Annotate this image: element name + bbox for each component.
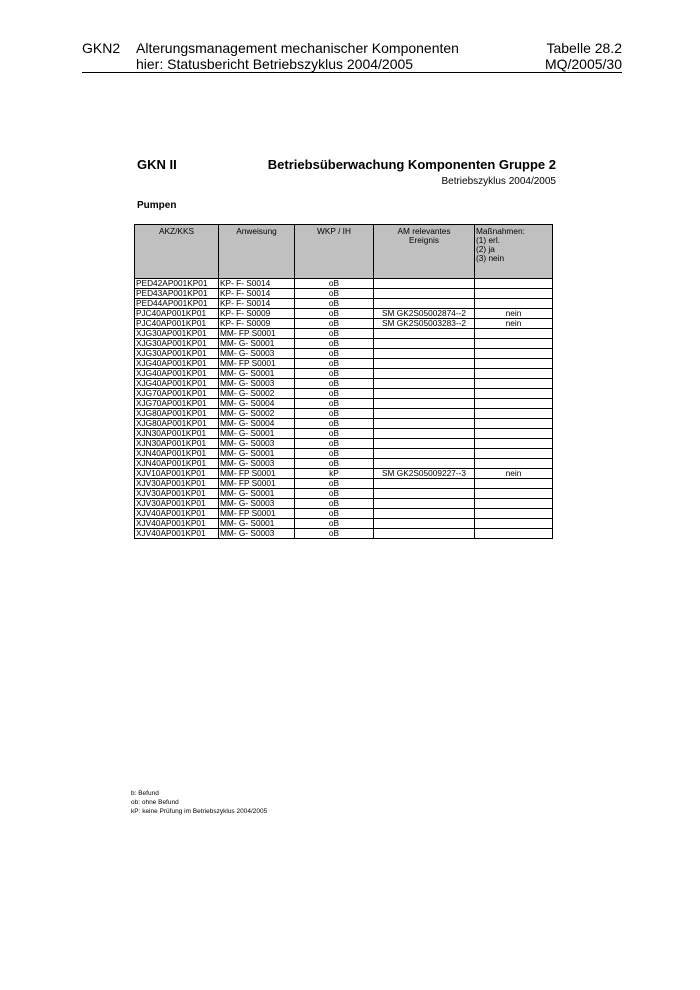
legend-item: kP: keine Prüfung im Betriebszyklus 2004/2005: [131, 808, 268, 815]
header-reference: MQ/2005/30: [544, 56, 622, 72]
column-header-anweisung: Anweisung: [219, 225, 295, 279]
cell-wkp: oB: [295, 489, 374, 499]
cell-am-event: [374, 519, 475, 529]
cell-akz: PED43AP001KP01: [135, 289, 219, 299]
cell-measures: [475, 389, 553, 399]
cell-wkp: oB: [295, 309, 374, 319]
cell-akz: PED42AP001KP01: [135, 279, 219, 289]
header-title-line2: hier: Statusbericht Betriebszyklus 2004/2005: [136, 56, 414, 72]
cell-am-event: [374, 299, 475, 309]
cell-measures: [475, 489, 553, 499]
table-row: [135, 489, 553, 499]
table-row: [135, 439, 553, 449]
cell-wkp: oB: [295, 339, 374, 349]
cell-am-event: SM GK2S05002874--2: [374, 309, 475, 319]
table-row: [135, 309, 553, 319]
cell-wkp: oB: [295, 349, 374, 359]
cell-anweisung: MM- G- S0003: [219, 349, 295, 359]
cell-anweisung: MM- FP S0001: [219, 359, 295, 369]
cell-akz: XJG30AP001KP01: [135, 329, 219, 339]
cell-wkp: oB: [295, 329, 374, 339]
cell-wkp: oB: [295, 279, 374, 289]
cell-am-event: [374, 459, 475, 469]
cell-anweisung: MM- G- S0001: [219, 449, 295, 459]
cell-anweisung: MM- FP S0001: [219, 479, 295, 489]
cell-anweisung: KP- F- S0014: [219, 289, 295, 299]
column-header-measures: [475, 225, 553, 279]
table-row: [135, 459, 553, 469]
cell-akz: XJG40AP001KP01: [135, 369, 219, 379]
cell-akz: XJV40AP001KP01: [135, 529, 219, 539]
table-row: [135, 449, 553, 459]
cell-anweisung: MM- G- S0004: [219, 419, 295, 429]
cell-wkp: oB: [295, 459, 374, 469]
cell-measures: [475, 359, 553, 369]
am-header-line: AM relevantes: [397, 226, 451, 236]
cell-am-event: [374, 489, 475, 499]
cell-am-event: [374, 399, 475, 409]
cell-anweisung: KP- F- S0014: [219, 279, 295, 289]
cell-measures: [475, 439, 553, 449]
cell-measures: [475, 509, 553, 519]
cell-wkp: oB: [295, 289, 374, 299]
cell-measures: [475, 279, 553, 289]
cell-anweisung: MM- G- S0001: [219, 489, 295, 499]
table-row: [135, 499, 553, 509]
cell-measures: nein: [475, 469, 553, 479]
cell-wkp: oB: [295, 479, 374, 489]
cell-wkp: oB: [295, 429, 374, 439]
cell-measures: [475, 379, 553, 389]
cell-measures: nein: [475, 309, 553, 319]
cell-measures: [475, 449, 553, 459]
cell-wkp: oB: [295, 299, 374, 309]
cell-akz: XJN30AP001KP01: [135, 439, 219, 449]
table-row: [135, 479, 553, 489]
table-row: [135, 299, 553, 309]
table-row: [135, 509, 553, 519]
cell-akz: PED44AP001KP01: [135, 299, 219, 309]
measures-header-line: Maßnahmen:: [476, 226, 525, 236]
table-row: [135, 389, 553, 399]
cell-wkp: oB: [295, 509, 374, 519]
cell-wkp: oB: [295, 399, 374, 409]
cell-anweisung: MM- G- S0001: [219, 519, 295, 529]
cell-akz: XJG70AP001KP01: [135, 399, 219, 409]
cell-measures: [475, 329, 553, 339]
cell-anweisung: MM- G- S0004: [219, 399, 295, 409]
cell-measures: [475, 419, 553, 429]
cell-measures: [475, 529, 553, 539]
cell-am-event: [374, 479, 475, 489]
column-header-am-event: [374, 225, 475, 279]
measures-header-line: (2) ja: [476, 244, 495, 254]
cell-anweisung: MM- G- S0003: [219, 439, 295, 449]
cell-akz: XJV30AP001KP01: [135, 489, 219, 499]
table-row: [135, 429, 553, 439]
table-row: [135, 329, 553, 339]
cell-am-event: [374, 329, 475, 339]
plant-name: GKN II: [137, 157, 177, 172]
cell-wkp: oB: [295, 379, 374, 389]
cell-anweisung: MM- FP S0001: [219, 329, 295, 339]
cell-anweisung: MM- G- S0003: [219, 379, 295, 389]
cell-anweisung: MM- G- S0001: [219, 369, 295, 379]
cell-am-event: SM GK2S05009227--3: [374, 469, 475, 479]
cell-wkp: kP: [295, 469, 374, 479]
cell-am-event: [374, 409, 475, 419]
measures-header-line: (3) nein: [476, 253, 505, 263]
cell-anweisung: MM- G- S0002: [219, 409, 295, 419]
legend: [131, 789, 267, 816]
table-row: [135, 409, 553, 419]
cell-wkp: oB: [295, 409, 374, 419]
cell-anweisung: KP- F- S0009: [219, 319, 295, 329]
cell-akz: XJG30AP001KP01: [135, 339, 219, 349]
table-row: [135, 289, 553, 299]
table-row: [135, 519, 553, 529]
header-row-1: [82, 40, 622, 56]
header-divider: [82, 72, 622, 73]
cell-measures: [475, 299, 553, 309]
cell-anweisung: MM- G- S0003: [219, 499, 295, 509]
cell-akz: XJN40AP001KP01: [135, 449, 219, 459]
cell-am-event: [374, 439, 475, 449]
column-header-wkp: WKP / IH: [295, 225, 374, 279]
cell-am-event: [374, 379, 475, 389]
cell-akz: XJV10AP001KP01: [135, 469, 219, 479]
cell-measures: [475, 339, 553, 349]
cell-am-event: [374, 349, 475, 359]
page-header: [82, 40, 622, 72]
cell-am-event: [374, 499, 475, 509]
cell-akz: XJV40AP001KP01: [135, 519, 219, 529]
document-subtitle: Betriebszyklus 2004/2005: [441, 176, 556, 187]
cell-anweisung: MM- G- S0001: [219, 429, 295, 439]
cell-measures: [475, 459, 553, 469]
cell-am-event: SM GK2S05003283--2: [374, 319, 475, 329]
cell-anweisung: MM- FP S0001: [219, 509, 295, 519]
section-title: Pumpen: [137, 200, 177, 211]
cell-wkp: oB: [295, 389, 374, 399]
measures-header-line: (1) erl.: [476, 235, 500, 245]
cell-anweisung: KP- F- S0014: [219, 299, 295, 309]
table-row: [135, 339, 553, 349]
cell-measures: [475, 289, 553, 299]
table-row: [135, 379, 553, 389]
table-body: [135, 279, 553, 539]
cell-am-event: [374, 419, 475, 429]
cell-am-event: [374, 289, 475, 299]
cell-wkp: oB: [295, 359, 374, 369]
table-header-row: [135, 225, 553, 279]
cell-measures: [475, 479, 553, 489]
table-row: [135, 279, 553, 289]
cell-measures: nein: [475, 319, 553, 329]
cell-wkp: oB: [295, 449, 374, 459]
cell-wkp: oB: [295, 519, 374, 529]
legend-item: b: Befund: [131, 790, 159, 797]
table-row: [135, 419, 553, 429]
cell-akz: XJV40AP001KP01: [135, 509, 219, 519]
cell-measures: [475, 409, 553, 419]
cell-am-event: [374, 369, 475, 379]
table-row: [135, 469, 553, 479]
cell-anweisung: KP- F- S0009: [219, 309, 295, 319]
cell-akz: PJC40AP001KP01: [135, 309, 219, 319]
cell-wkp: oB: [295, 369, 374, 379]
cell-anweisung: MM- FP S0001: [219, 469, 295, 479]
document-title: Betriebsüberwachung Komponenten Gruppe 2: [267, 157, 556, 172]
cell-measures: [475, 349, 553, 359]
cell-akz: XJG80AP001KP01: [135, 409, 219, 419]
cell-akz: XJN40AP001KP01: [135, 459, 219, 469]
cell-akz: XJG30AP001KP01: [135, 349, 219, 359]
cell-am-event: [374, 509, 475, 519]
header-row-2: [82, 56, 622, 72]
cell-am-event: [374, 429, 475, 439]
header-spacer: [82, 56, 136, 72]
cell-anweisung: MM- G- S0003: [219, 529, 295, 539]
cell-am-event: [374, 449, 475, 459]
cell-measures: [475, 519, 553, 529]
cell-anweisung: MM- G- S0003: [219, 459, 295, 469]
legend-item: ob: ohne Befund: [131, 799, 179, 806]
header-title-line1: Alterungsmanagement mechanischer Komponenten: [136, 40, 459, 56]
cell-akz: XJV30AP001KP01: [135, 499, 219, 509]
cell-akz: XJG70AP001KP01: [135, 389, 219, 399]
cell-measures: [475, 429, 553, 439]
cell-akz: PJC40AP001KP01: [135, 319, 219, 329]
cell-am-event: [374, 339, 475, 349]
components-table: [134, 224, 553, 539]
cell-akz: XJG80AP001KP01: [135, 419, 219, 429]
header-org: GKN2: [82, 40, 121, 56]
cell-am-event: [374, 389, 475, 399]
cell-akz: XJG40AP001KP01: [135, 359, 219, 369]
cell-am-event: [374, 359, 475, 369]
cell-wkp: oB: [295, 499, 374, 509]
column-header-akz: AKZ/KKS: [135, 225, 219, 279]
table-row: [135, 359, 553, 369]
cell-akz: XJV30AP001KP01: [135, 479, 219, 489]
table-row: [135, 529, 553, 539]
cell-measures: [475, 399, 553, 409]
table-row: [135, 399, 553, 409]
table-row: [135, 369, 553, 379]
cell-measures: [475, 369, 553, 379]
cell-akz: XJN30AP001KP01: [135, 429, 219, 439]
table-row: [135, 319, 553, 329]
am-header-line: Ereignis: [409, 235, 439, 245]
cell-wkp: oB: [295, 529, 374, 539]
cell-am-event: [374, 529, 475, 539]
cell-wkp: oB: [295, 419, 374, 429]
header-table-number: Tabelle 28.2: [546, 40, 622, 56]
cell-akz: XJG40AP001KP01: [135, 379, 219, 389]
cell-am-event: [374, 279, 475, 289]
table-row: [135, 349, 553, 359]
cell-measures: [475, 499, 553, 509]
cell-anweisung: MM- G- S0002: [219, 389, 295, 399]
cell-wkp: oB: [295, 439, 374, 449]
cell-wkp: oB: [295, 319, 374, 329]
cell-anweisung: MM- G- S0001: [219, 339, 295, 349]
